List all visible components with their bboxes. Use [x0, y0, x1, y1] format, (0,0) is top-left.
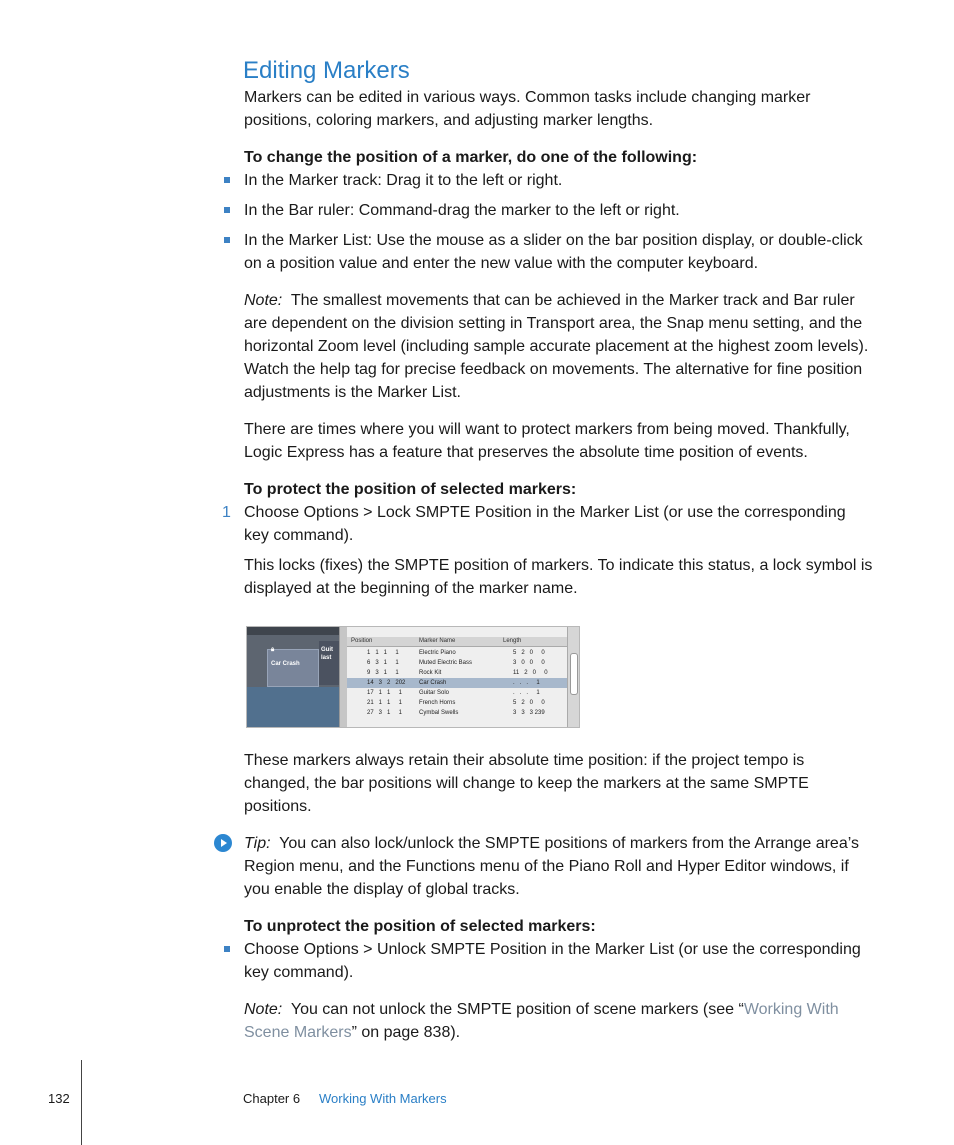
table-cell: . . . 1	[513, 680, 540, 686]
chapter-label: Chapter 6	[243, 1091, 301, 1106]
intro-paragraph: Markers can be edited in various ways. Common tasks include changing marker positions, coloring markers, and adjusting marker lengths.	[244, 89, 811, 129]
table-row[interactable]	[347, 658, 567, 668]
table-cell: Guitar Solo	[419, 690, 450, 696]
retain-paragraph: These markers always retain their absolute time position: if the project tempo is changed, the bar positions will change to keep the markers at the same SMPTE positions.	[244, 752, 809, 815]
marker-label: Car Crash	[271, 661, 300, 667]
track-lane	[247, 687, 339, 727]
table-cell: 11 2 0 0	[513, 670, 548, 676]
chapter-title-link[interactable]: Working With Markers	[319, 1091, 447, 1106]
list-item: Choose Options > Unlock SMPTE Position in the Marker List (or use the corresponding key command).	[244, 941, 861, 981]
lock-paragraph: This locks (fixes) the SMPTE position of markers. To indicate this status, a lock symbol is displayed at the beginning of the marker name.	[244, 557, 873, 597]
column-header: Length	[503, 638, 522, 644]
note-paragraph	[244, 289, 874, 404]
note-text: The smallest movements that can be achieved in the Marker track and Bar ruler are dependent on the division setting in Transport area, the Snap menu setting, and the horizontal Zoom level (including sample accurate placement at the highest zoom levels). Watch the help tag for precise feedback on movements. The alternative for fine position adjustments is the Marker List.	[244, 292, 869, 401]
page-title: Editing Markers	[243, 57, 410, 84]
note-label: Note:	[244, 1001, 283, 1018]
tip-text: You can also lock/unlock the SMPTE positions of markers from the Arrange area’s Region menu, and the Functions menu of the Piano Roll and Hyper Editor windows, if you enable the display of global tracks.	[244, 835, 859, 898]
note-text: ” on page 838).	[351, 1024, 461, 1041]
table-row[interactable]	[347, 698, 567, 708]
bullet-icon	[224, 207, 230, 213]
marker-list-figure	[246, 626, 580, 728]
table-row[interactable]	[347, 668, 567, 678]
list-header	[347, 637, 567, 647]
table-cell: 9 3 1 1	[367, 670, 399, 676]
marker-track-panel	[247, 627, 339, 727]
table-cell: Electric Piano	[419, 650, 456, 656]
lock-icon: 🔒︎	[271, 647, 275, 653]
list-item: In the Bar ruler: Command-drag the marker to the left or right.	[244, 202, 680, 219]
column-header: Position	[351, 638, 373, 644]
note-paragraph	[244, 998, 874, 1044]
protect-paragraph: There are times where you will want to protect markers from being moved. Thankfully, Logic Express has a feature that preserves the absolute time position of events.	[244, 421, 850, 461]
table-cell: . . . 1	[513, 690, 540, 696]
note-text: You can not unlock the SMPTE position of scene markers (see “	[290, 1001, 744, 1018]
list-item: In the Marker track: Drag it to the left or right.	[244, 172, 563, 189]
table-cell: French Horns	[419, 700, 456, 706]
table-row[interactable]	[347, 708, 567, 718]
table-cell: 17 1 1 1	[367, 690, 403, 696]
step-text: Choose Options > Lock SMPTE Position in the Marker List (or use the corresponding key command).	[244, 504, 846, 544]
table-cell: 1 1 1 1	[367, 650, 399, 656]
table-cell: 3 3 3 239	[513, 710, 545, 716]
table-cell: 6 3 1 1	[367, 660, 399, 666]
table-row[interactable]	[347, 688, 567, 698]
table-row[interactable]	[347, 648, 567, 658]
table-cell: 5 2 0 0	[513, 700, 545, 706]
tip-arrow-icon	[214, 834, 232, 852]
marker-list	[347, 627, 567, 727]
list-item: In the Marker List: Use the mouse as a slider on the bar position display, or double-click on a position value and enter the new value with the computer keyboard.	[244, 232, 863, 272]
bullet-icon	[224, 946, 230, 952]
table-cell: 5 2 0 0	[513, 650, 545, 656]
list-scrollbar	[567, 627, 579, 727]
scroll-thumb	[570, 653, 578, 695]
step-number: 1	[222, 504, 231, 521]
tip-label: Tip:	[244, 835, 271, 852]
table-cell: Cymbal Swells	[419, 710, 459, 716]
table-cell: Rock Kit	[419, 670, 442, 676]
tip-paragraph	[244, 832, 874, 901]
column-header: Marker Name	[419, 638, 456, 644]
table-cell: 27 3 1 1	[367, 710, 403, 716]
change-heading: To change the position of a marker, do one of the following:	[244, 149, 698, 166]
footer-divider	[81, 1060, 82, 1145]
table-cell: 21 1 1 1	[367, 700, 403, 706]
table-cell: 3 0 0 0	[513, 660, 545, 666]
bullet-icon	[224, 177, 230, 183]
table-row[interactable]	[347, 678, 567, 688]
table-cell: Car Crash	[419, 680, 447, 686]
bullet-icon	[224, 237, 230, 243]
marker-label: last	[321, 655, 332, 661]
page-number: 132	[48, 1091, 70, 1106]
protect-heading: To protect the position of selected markers:	[244, 481, 577, 498]
table-cell: 14 3 2 202	[367, 680, 406, 686]
marker-label: Guit	[321, 647, 333, 653]
note-label: Note:	[244, 292, 283, 309]
table-cell: Muted Electric Bass	[419, 660, 473, 666]
bar-ruler	[247, 627, 339, 635]
scene-markers-link[interactable]: Working With Scene Markers	[244, 1001, 839, 1041]
unprotect-heading: To unprotect the position of selected markers:	[244, 918, 596, 935]
